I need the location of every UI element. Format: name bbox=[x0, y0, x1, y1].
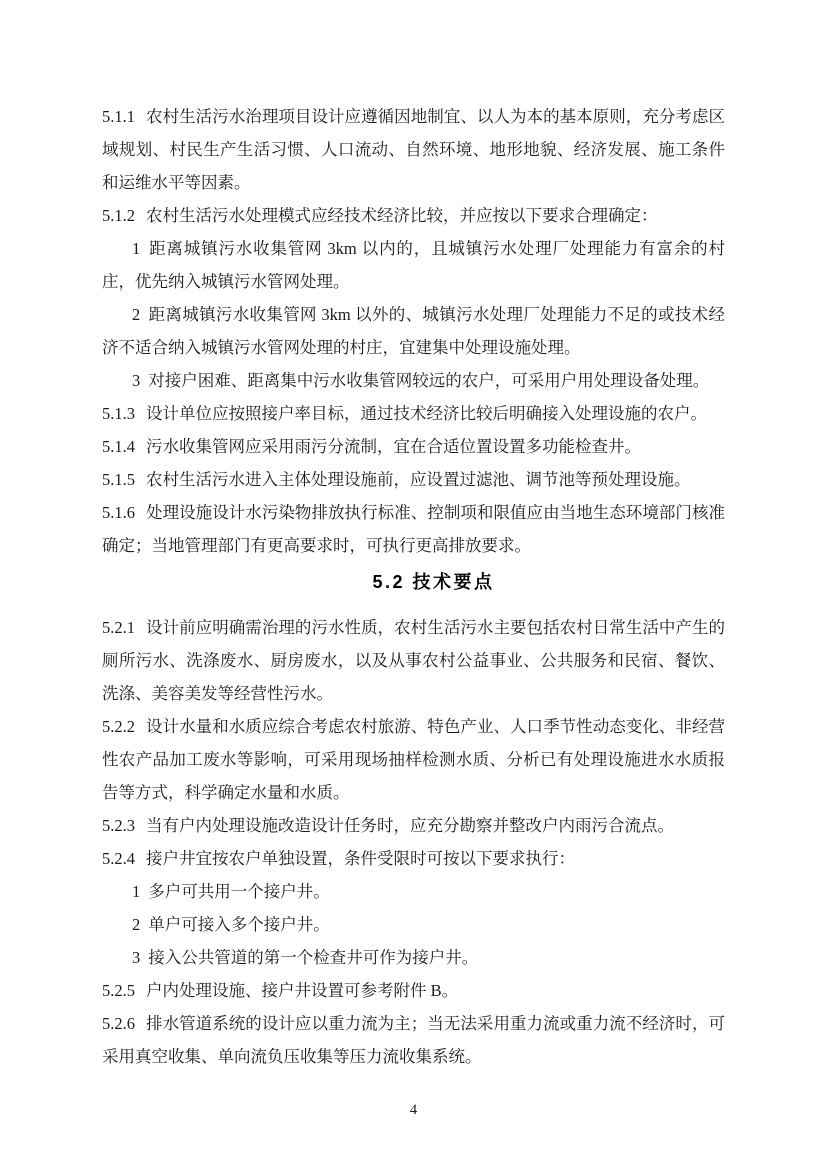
clause-number: 5.2.2 bbox=[102, 717, 135, 736]
subitem-text: 距离城镇污水收集管网 3km 以外的、城镇污水处理厂处理能力不足的或技术经济不适合纳入城镇污水管网处理的村庄，宜建集中处理设施处理。 bbox=[102, 305, 725, 357]
subitem-text: 对接户困难、距离集中污水收集管网较远的农户，可采用户用处理设备处理。 bbox=[148, 371, 710, 390]
clause-number: 5.1.5 bbox=[102, 470, 135, 489]
subitem-number: 1 bbox=[132, 882, 141, 901]
clause-text: 排水管道系统的设计应以重力流为主；当无法采用重力流或重力流不经济时，可采用真空收集、单向流负压收集等压力流收集系统。 bbox=[102, 1014, 725, 1066]
clause-number: 5.1.6 bbox=[102, 503, 135, 522]
section-heading-5-2: 5.2 技术要点 bbox=[372, 572, 495, 592]
subitem-3 bbox=[102, 364, 725, 397]
clause-5-1-5 bbox=[102, 463, 725, 496]
subitem-3 bbox=[102, 941, 725, 974]
subitem-number: 2 bbox=[132, 305, 141, 324]
clause-number: 5.2.5 bbox=[102, 981, 135, 1000]
page-number: 4 bbox=[409, 1102, 418, 1118]
clause-text: 户内处理设施、接户井设置可参考附件 B。 bbox=[146, 981, 459, 1000]
clause-text: 农村生活污水进入主体处理设施前，应设置过滤池、调节池等预处理设施。 bbox=[146, 470, 691, 489]
clause-5-2-2 bbox=[102, 710, 725, 809]
clause-number: 5.2.6 bbox=[102, 1014, 135, 1033]
subitem-number: 3 bbox=[132, 948, 141, 967]
subitem-2 bbox=[102, 298, 725, 364]
clause-number: 5.1.2 bbox=[102, 206, 135, 225]
clause-number: 5.2.3 bbox=[102, 816, 135, 835]
subitem-number: 2 bbox=[132, 915, 141, 934]
clause-number: 5.2.1 bbox=[102, 618, 135, 637]
subitem-number: 3 bbox=[132, 371, 141, 390]
clause-text: 设计单位应按照接户率目标，通过技术经济比较后明确接入处理设施的农户。 bbox=[146, 404, 707, 423]
clause-text: 设计水量和水质应综合考虑农村旅游、特色产业、人口季节性动态变化、非经营性农产品加工废水等影响，可采用现场抽样检测水质、分析已有处理设施进水水质报告等方式，科学确定水量和水质。 bbox=[102, 717, 725, 802]
clause-number: 5.1.1 bbox=[102, 107, 135, 126]
clause-5-2-1 bbox=[102, 611, 725, 710]
subitem-text: 多户可共用一个接户井。 bbox=[148, 882, 330, 901]
subitem-text: 距离城镇污水收集管网 3km 以内的，且城镇污水处理厂处理能力有富余的村庄，优先纳入城镇污水管网处理。 bbox=[102, 239, 725, 291]
clause-5-2-5 bbox=[102, 974, 725, 1007]
clause-5-1-3 bbox=[102, 397, 725, 430]
clause-5-2-6 bbox=[102, 1007, 725, 1073]
clause-text: 处理设施设计水污染物排放执行标准、控制项和限值应由当地生态环境部门核准确定；当地管理部门有更高要求时，可执行更高排放要求。 bbox=[102, 503, 725, 555]
subitem-text: 接入公共管道的第一个检查井可作为接户井。 bbox=[148, 948, 479, 967]
document-body bbox=[102, 100, 725, 1073]
subitem-1 bbox=[102, 232, 725, 298]
clause-text: 设计前应明确需治理的污水性质，农村生活污水主要包括农村日常生活中产生的厕所污水、洗涤废水、厨房废水，以及从事农村公益事业、公共服务和民宿、餐饮、洗涤、美容美发等经营性污水。 bbox=[102, 618, 725, 703]
clause-5-1-6 bbox=[102, 496, 725, 562]
clause-5-1-2 bbox=[102, 199, 725, 232]
clause-text: 接户井宜按农户单独设置，条件受限时可按以下要求执行： bbox=[146, 849, 575, 868]
clause-text: 当有户内处理设施改造设计任务时，应充分勘察并整改户内雨污合流点。 bbox=[146, 816, 674, 835]
subitem-1 bbox=[102, 875, 725, 908]
clause-number: 5.2.4 bbox=[102, 849, 135, 868]
clause-5-2-3 bbox=[102, 809, 725, 842]
clause-5-1-1 bbox=[102, 100, 725, 199]
clause-number: 5.1.3 bbox=[102, 404, 135, 423]
subitem-text: 单户可接入多个接户井。 bbox=[148, 915, 330, 934]
clause-text: 农村生活污水治理项目设计应遵循因地制宜、以人为本的基本原则，充分考虑区域规划、村民生产生活习惯、人口流动、自然环境、地形地貌、经济发展、施工条件和运维水平等因素。 bbox=[102, 107, 725, 192]
clause-text: 农村生活污水处理模式应经技术经济比较，并应按以下要求合理确定： bbox=[146, 206, 658, 225]
clause-number: 5.1.4 bbox=[102, 437, 135, 456]
subitem-number: 1 bbox=[132, 239, 141, 258]
clause-5-1-4 bbox=[102, 430, 725, 463]
clause-5-2-4 bbox=[102, 842, 725, 875]
subitem-2 bbox=[102, 908, 725, 941]
clause-text: 污水收集管网应采用雨污分流制，宜在合适位置设置多功能检查井。 bbox=[146, 437, 641, 456]
